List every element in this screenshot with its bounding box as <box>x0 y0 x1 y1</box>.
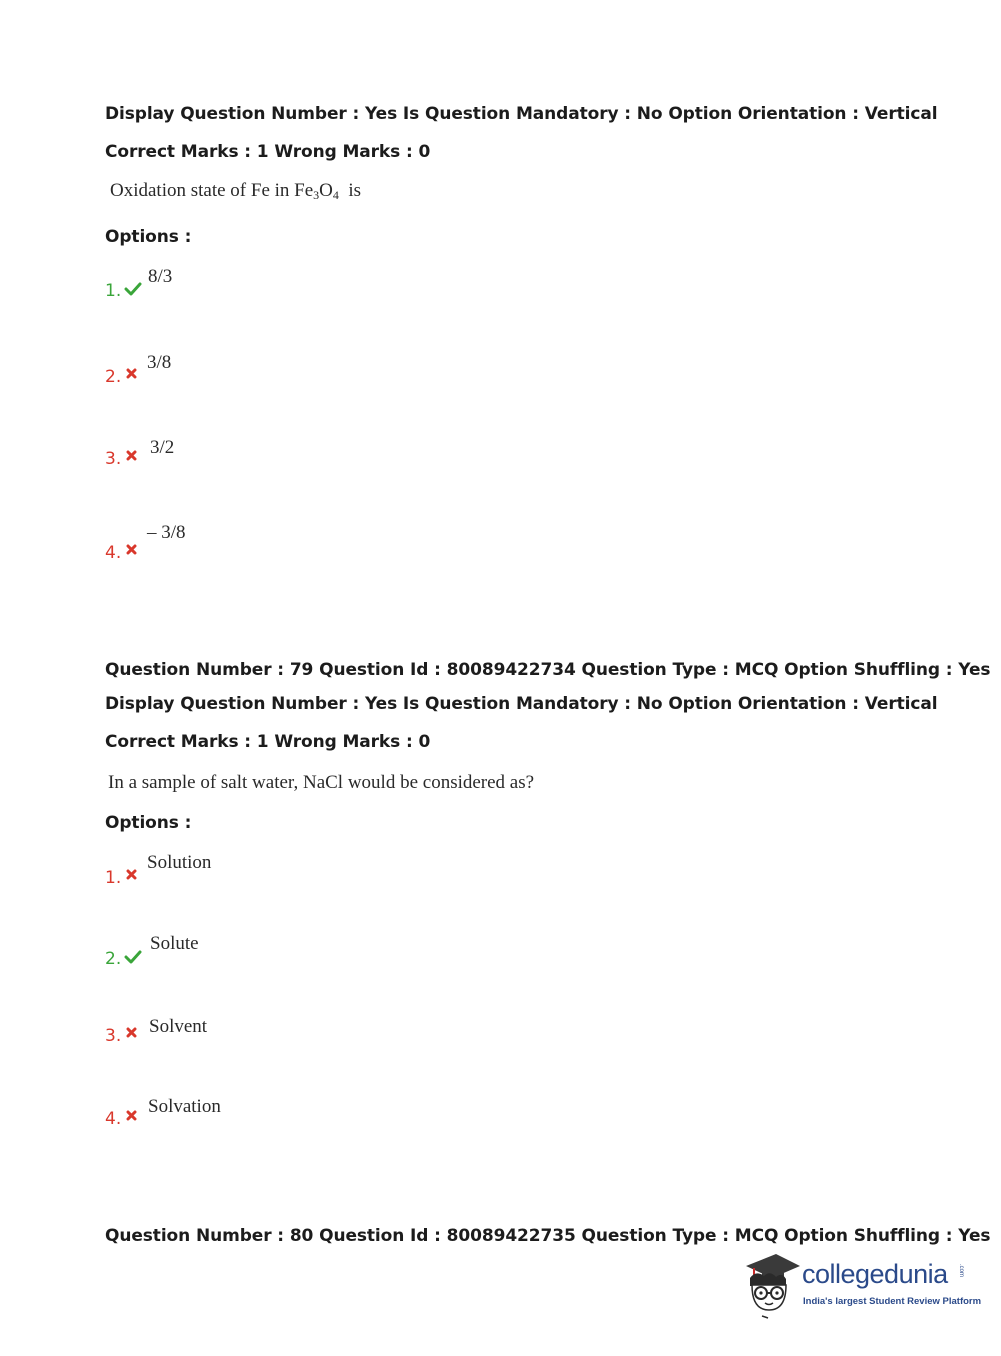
q79-option-2-number: 2. <box>105 949 122 969</box>
q78-option-3-text: 3/2 <box>150 437 175 458</box>
q79-option-1-number: 1. <box>105 868 122 888</box>
wrong-cross-icon <box>126 450 137 461</box>
logo-com-suffix: .com <box>958 1264 964 1278</box>
collegedunia-logo <box>742 1252 982 1322</box>
q79-meta-display: Display Question Number : Yes Is Question Mandatory : No Option Orientation : Vertical <box>105 694 938 714</box>
wrong-cross-icon <box>126 1027 137 1038</box>
q78-option-2-text: 3/8 <box>147 352 172 373</box>
q78-option-4-text: – 3/8 <box>147 522 186 543</box>
logo-wordmark: collegedunia <box>802 1259 948 1289</box>
q79-option-3-text: Solvent <box>149 1016 208 1037</box>
q79-option-4-number: 4. <box>105 1109 122 1129</box>
q79-meta-header: Question Number : 79 Question Id : 80089422734 Question Type : MCQ Option Shuffling : Yes <box>105 660 991 680</box>
mascot-logo-icon <box>742 1252 802 1322</box>
q78-options-label: Options : <box>105 227 192 247</box>
correct-check-icon <box>124 282 142 296</box>
q78-option-4-number: 4. <box>105 543 122 563</box>
q78-option-2-number: 2. <box>105 367 122 387</box>
q78-option-3-number: 3. <box>105 449 122 469</box>
q79-option-4-text: Solvation <box>148 1096 221 1117</box>
q79-meta-marks: Correct Marks : 1 Wrong Marks : 0 <box>105 732 431 752</box>
q79-option-3-number: 3. <box>105 1026 122 1046</box>
q79-option-1-text: Solution <box>147 852 212 873</box>
wrong-cross-icon <box>126 1110 137 1121</box>
q78-meta-marks: Correct Marks : 1 Wrong Marks : 0 <box>105 142 431 162</box>
logo-tagline: India's largest Student Review Platform <box>803 1296 982 1307</box>
q78-meta-display: Display Question Number : Yes Is Question Mandatory : No Option Orientation : Vertical <box>105 104 938 124</box>
wrong-cross-icon <box>126 368 137 379</box>
q78-option-1-text: 8/3 <box>148 266 173 287</box>
q79-options-label: Options : <box>105 813 192 833</box>
q78-question-text: Oxidation state of Fe in $Fe_3O_4$ is <box>110 180 362 202</box>
correct-check-icon <box>124 950 142 964</box>
wrong-cross-icon <box>126 544 137 555</box>
q79-option-2-text: Solute <box>150 933 199 954</box>
q80-meta-header: Question Number : 80 Question Id : 80089422735 Question Type : MCQ Option Shuffling : Yes <box>105 1226 991 1246</box>
q79-question-text: In a sample of salt water, NaCl would be considered as? <box>108 772 535 793</box>
wrong-cross-icon <box>126 869 137 880</box>
q78-option-1-number: 1. <box>105 281 122 301</box>
